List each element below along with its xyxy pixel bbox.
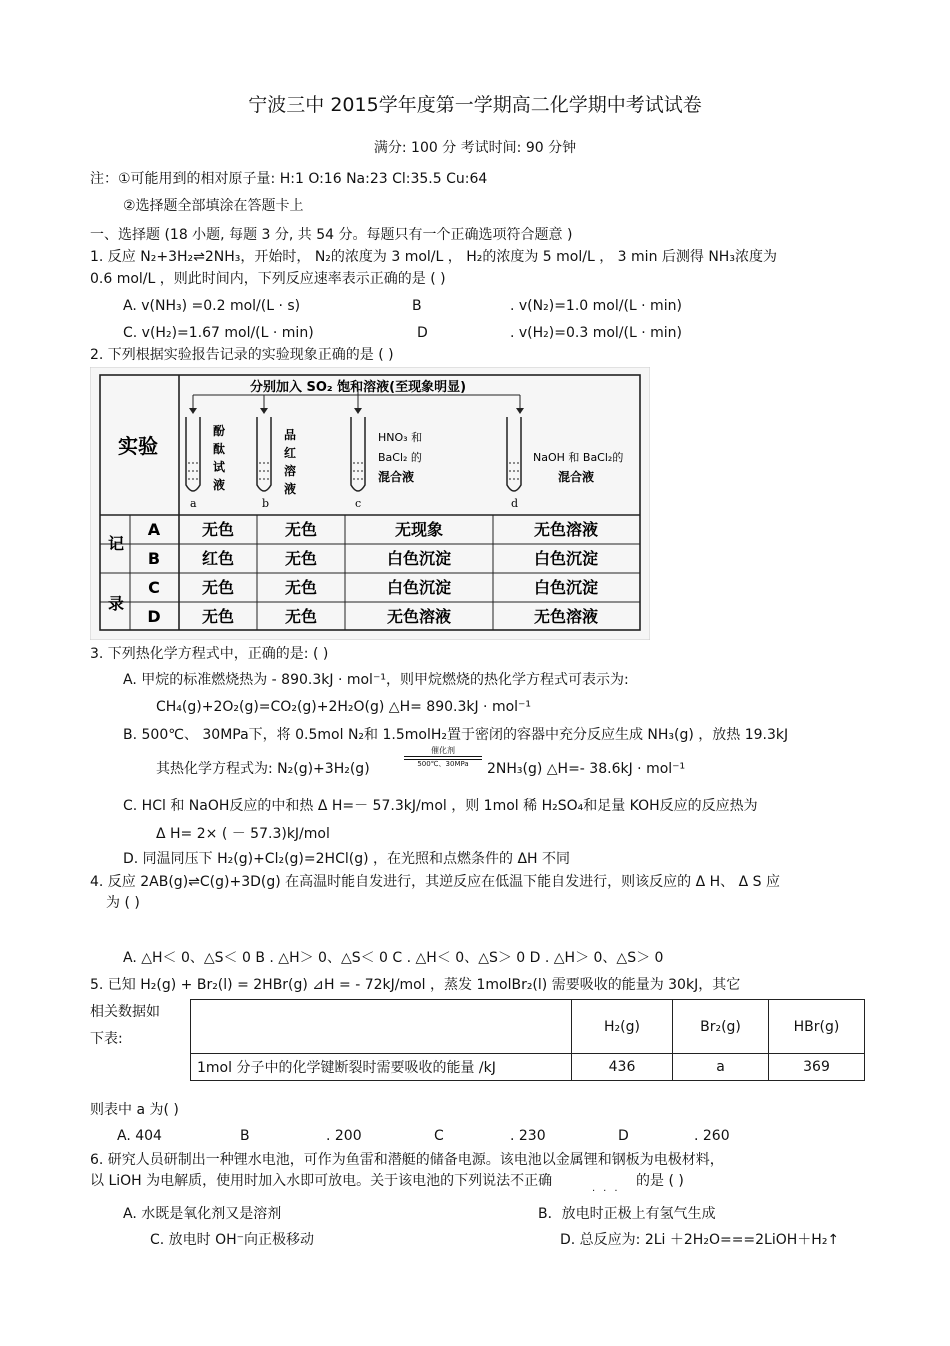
row-a-cell: 无现象 — [394, 520, 444, 539]
arrow-top-label: 催化剂 — [431, 746, 455, 755]
tube-b-text-4: 液 — [284, 482, 297, 496]
row-d-cell: 无色 — [201, 607, 235, 626]
q5-option-c-letter: C — [434, 1128, 444, 1144]
q2-stem: 2. 下列根据实验报告记录的实验现象正确的是 ( ) — [90, 347, 394, 363]
q5-stem: 5. 已知 H₂(g) + Br₂(l) = 2HBr(g) ⊿H = - 72kJ/mol ，蒸发 1molBr₂(l) 需要吸收的能量为 30kJ，其它 — [90, 977, 741, 993]
equilibrium-arrow — [400, 746, 486, 770]
q5-option-b-letter: B — [240, 1128, 250, 1144]
note-2: ②选择题全部填涂在答题卡上 — [123, 198, 304, 214]
row-b-cell: 无色 — [284, 549, 318, 568]
row-b-cell: 白色沉淀 — [386, 549, 452, 568]
bond-table-corner — [191, 1000, 572, 1054]
tube-c-letter: c — [355, 497, 362, 510]
emphasis-dots: ··· — [592, 1186, 626, 1197]
tube-c-text-1: HNO₃ 和 — [378, 431, 423, 444]
row-c-cell: 无色 — [201, 578, 235, 597]
q1-option-c: C. v(H₂)=1.67 mol/(L · min) — [123, 325, 314, 341]
q6-option-d: D. 总反应为: 2Li ＋2H₂O===2LiOH＋H₂↑ — [560, 1232, 840, 1248]
q3-option-c-1: C. HCl 和 NaOH反应的中和热 Δ H=－ 57.3kJ/mol ，则 1mol 稀 H₂SO₄和足量 KOH反应的反应热为 — [123, 798, 758, 814]
q6-stem-1: 6. 研究人员研制出一种锂水电池，可作为鱼雷和潜艇的储备电源。该电池以金属锂和钢板为电极材料， — [90, 1152, 724, 1168]
record-label-1: 记 — [108, 534, 125, 553]
row-b-cell: 白色沉淀 — [533, 549, 599, 568]
tube-a-text-2: 酞 — [213, 442, 226, 456]
q4-stem-2: 为 ( ) — [106, 895, 140, 911]
q6-stem-2a: 以 LiOH 为电解质，使用时加入水即可放电。关于该电池的下列说法不正确 — [90, 1173, 553, 1189]
bond-table-header-br2: Br₂(g) — [673, 1000, 769, 1054]
note-1: 注：①可能用到的相对原子量: H:1 O:16 Na:23 Cl:35.5 Cu:64 — [90, 171, 488, 187]
arrow-bottom-label: 500℃、30MPa — [417, 760, 469, 768]
tube-d-text-1: NaOH 和 BaCl₂的 — [533, 451, 624, 464]
q3-option-c-2: Δ H= 2× ( － 57.3)kJ/mol — [156, 826, 330, 842]
q3-option-d: D. 同温同压下 H₂(g)+Cl₂(g)=2HCl(g) ，在光照和点燃条件的 ΔH 不同 — [123, 851, 570, 867]
q5-option-b: . 200 — [326, 1128, 362, 1144]
q3-option-a-1: A. 甲烷的标准燃烧热为 - 890.3kJ · mol⁻¹，则甲烷燃烧的热化学方程式可表示为: — [123, 672, 629, 688]
row-d-cell: 无色 — [284, 607, 318, 626]
tube-b-text-3: 溶 — [284, 464, 297, 478]
row-b-option: B — [147, 549, 161, 568]
tube-b-text-2: 红 — [284, 446, 297, 460]
row-a-cell: 无色溶液 — [533, 520, 599, 539]
tube-d-text-2: 混合液 — [558, 470, 595, 484]
row-c-cell: 白色沉淀 — [386, 578, 452, 597]
tube-b-text-1: 品 — [284, 428, 297, 442]
q5-option-d-letter: D — [618, 1128, 629, 1144]
q4-stem-1: 4. 反应 2AB(g)⇌C(g)+3D(g) 在高温时能自发进行，其逆反应在低温下能自发进行，则该反应的 Δ H、 Δ S 应 — [90, 874, 780, 890]
bond-table-value-br2: a — [673, 1054, 769, 1081]
q3-option-b-2b: 2NH₃(g) △H=- 38.6kJ · mol⁻¹ — [487, 761, 686, 777]
row-a-cell: 无色 — [284, 520, 318, 539]
bond-energy-table — [190, 999, 865, 1081]
row-c-cell: 无色 — [284, 578, 318, 597]
experiment-table — [90, 367, 650, 640]
page-title: 宁波三中 2015学年度第一学期高二化学期中考试试卷 — [248, 94, 702, 116]
tube-a-text-3: 试 — [213, 460, 226, 474]
q5-side-1: 相关数据如 — [90, 1004, 160, 1020]
q4-options: A. △H＜ 0、△S＜ 0 B . △H＞ 0、△S＜ 0 C . △H＜ 0、△S＞ 0 D . △H＞ 0、△S＞ 0 — [123, 950, 664, 966]
tube-d-letter: d — [511, 497, 519, 510]
experiment-header: 实验 — [118, 434, 158, 458]
tube-a-text-4: 液 — [213, 478, 226, 492]
q6-option-b: B．放电时正极上有氢气生成 — [538, 1206, 716, 1222]
row-c-option: C — [148, 578, 160, 597]
tube-b-letter: b — [262, 497, 270, 510]
bond-table-value-h2: 436 — [572, 1054, 673, 1081]
q1-stem-2: 0.6 mol/L ，则此时间内，下列反应速率表示正确的是 ( ) — [90, 271, 446, 287]
row-c-cell: 白色沉淀 — [533, 578, 599, 597]
q5-ask: 则表中 a 为( ) — [90, 1102, 179, 1118]
row-b-cell: 红色 — [201, 549, 235, 568]
q3-option-b-2a: 其热化学方程式为: N₂(g)+3H₂(g) — [156, 761, 370, 777]
q5-option-d: . 260 — [694, 1128, 730, 1144]
row-d-option: D — [147, 607, 161, 626]
row-d-cell: 无色溶液 — [386, 607, 452, 626]
bond-table-header-hbr: HBr(g) — [769, 1000, 865, 1054]
exp-top-label: 分别加入 SO₂ 饱和溶液(至现象明显) — [249, 380, 467, 395]
tube-c-text-3: 混合液 — [378, 470, 415, 484]
tube-a-text-1: 酚 — [213, 424, 226, 438]
section-heading: 一、选择题 (18 小题, 每题 3 分, 共 54 分。每题只有一个正确选项符合题意 ) — [90, 227, 573, 243]
bond-table-row-label: 1mol 分子中的化学键断裂时需要吸收的能量 /kJ — [191, 1054, 572, 1081]
bond-table-value-hbr: 369 — [769, 1054, 865, 1081]
q1-stem-1: 1. 反应 N₂+3H₂⇌2NH₃，开始时， N₂的浓度为 3 mol/L ， H₂的浓度为 5 mol/L ， 3 min 后测得 NH₃浓度为 — [90, 249, 777, 265]
q3-stem: 3. 下列热化学方程式中，正确的是: ( ) — [90, 646, 329, 662]
q1-option-d: . v(H₂)=0.3 mol/(L · min) — [510, 325, 682, 341]
tube-a-letter: a — [190, 497, 197, 510]
score-line: 满分: 100 分 考试时间: 90 分钟 — [373, 140, 577, 156]
row-a-option: A — [147, 520, 161, 539]
q1-option-a: A. v(NH₃) =0.2 mol/(L · s) — [123, 298, 301, 314]
q1-option-d-letter: D — [417, 325, 428, 341]
q6-option-a: A. 水既是氧化剂又是溶剂 — [123, 1206, 282, 1222]
tube-c-text-2: BaCl₂ 的 — [378, 451, 422, 464]
q5-option-c: . 230 — [510, 1128, 546, 1144]
q6-stem-2b: 的是 ( ) — [636, 1173, 684, 1189]
q3-option-b-1: B. 500℃、 30MPa下，将 0.5mol N₂和 1.5molH₂置于密闭的容器中充分反应生成 NH₃(g) ，放热 19.3kJ — [123, 727, 789, 743]
bond-table-header-h2: H₂(g) — [572, 1000, 673, 1054]
q1-option-b-letter: B — [412, 298, 422, 314]
q1-option-b: . v(N₂)=1.0 mol/(L · min) — [510, 298, 682, 314]
q3-option-a-2: CH₄(g)+2O₂(g)=CO₂(g)+2H₂O(g) △H= 890.3kJ · mol⁻¹ — [156, 699, 532, 715]
row-d-cell: 无色溶液 — [533, 607, 599, 626]
record-label-2: 录 — [108, 594, 125, 613]
q5-side-2: 下表: — [90, 1031, 123, 1047]
q5-option-a: A. 404 — [117, 1128, 162, 1144]
q6-option-c: C. 放电时 OH⁻向正极移动 — [150, 1232, 315, 1248]
row-a-cell: 无色 — [201, 520, 235, 539]
